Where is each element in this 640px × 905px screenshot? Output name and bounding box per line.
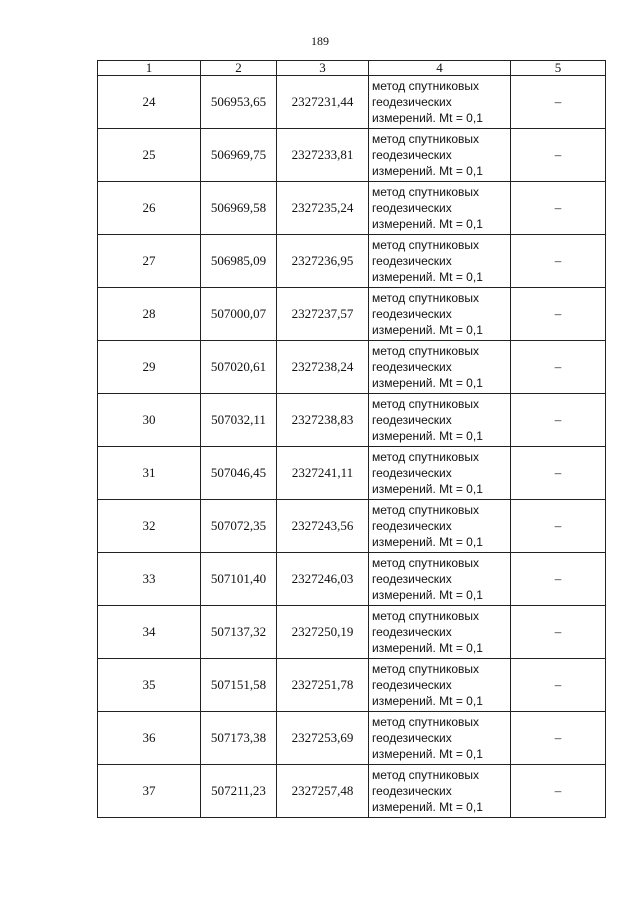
x-coordinate-cell: 506969,75 [201, 129, 277, 182]
header-col-4: 4 [369, 61, 511, 76]
y-coordinate-cell: 2327235,24 [277, 182, 369, 235]
note-cell: – [511, 765, 606, 818]
y-coordinate-cell: 2327250,19 [277, 606, 369, 659]
x-coordinate-cell: 507137,32 [201, 606, 277, 659]
table-row [98, 235, 606, 288]
table-row [98, 129, 606, 182]
note-cell: – [511, 712, 606, 765]
y-coordinate-cell: 2327231,44 [277, 76, 369, 129]
point-number-cell: 36 [98, 712, 201, 765]
x-coordinate-cell: 507000,07 [201, 288, 277, 341]
method-cell: метод спутниковых геодезических измерений. Mt = 0,1 [369, 129, 511, 182]
header-row [98, 61, 606, 76]
method-cell: метод спутниковых геодезических измерений. Mt = 0,1 [369, 500, 511, 553]
y-coordinate-cell: 2327238,83 [277, 394, 369, 447]
header-col-5: 5 [511, 61, 606, 76]
y-coordinate-cell: 2327241,11 [277, 447, 369, 500]
method-cell: метод спутниковых геодезических измерений. Mt = 0,1 [369, 712, 511, 765]
x-coordinate-cell: 507032,11 [201, 394, 277, 447]
note-cell: – [511, 606, 606, 659]
coordinates-table [97, 60, 606, 818]
table-row [98, 553, 606, 606]
table-header [98, 61, 606, 76]
method-cell: метод спутниковых геодезических измерений. Mt = 0,1 [369, 553, 511, 606]
table-row [98, 182, 606, 235]
header-col-2: 2 [201, 61, 277, 76]
x-coordinate-cell: 507151,58 [201, 659, 277, 712]
table-row [98, 447, 606, 500]
point-number-cell: 37 [98, 765, 201, 818]
point-number-cell: 25 [98, 129, 201, 182]
note-cell: – [511, 394, 606, 447]
y-coordinate-cell: 2327253,69 [277, 712, 369, 765]
point-number-cell: 28 [98, 288, 201, 341]
point-number-cell: 30 [98, 394, 201, 447]
method-cell: метод спутниковых геодезических измерений. Mt = 0,1 [369, 659, 511, 712]
table-row [98, 288, 606, 341]
point-number-cell: 24 [98, 76, 201, 129]
x-coordinate-cell: 507020,61 [201, 341, 277, 394]
point-number-cell: 33 [98, 553, 201, 606]
point-number-cell: 31 [98, 447, 201, 500]
method-cell: метод спутниковых геодезических измерений. Mt = 0,1 [369, 606, 511, 659]
y-coordinate-cell: 2327233,81 [277, 129, 369, 182]
header-col-3: 3 [277, 61, 369, 76]
point-number-cell: 26 [98, 182, 201, 235]
y-coordinate-cell: 2327237,57 [277, 288, 369, 341]
table-row [98, 765, 606, 818]
x-coordinate-cell: 507173,38 [201, 712, 277, 765]
method-cell: метод спутниковых геодезических измерений. Mt = 0,1 [369, 288, 511, 341]
method-cell: метод спутниковых геодезических измерений. Mt = 0,1 [369, 182, 511, 235]
x-coordinate-cell: 507211,23 [201, 765, 277, 818]
point-number-cell: 29 [98, 341, 201, 394]
page-number: 189 [311, 34, 329, 48]
method-cell: метод спутниковых геодезических измерений. Mt = 0,1 [369, 341, 511, 394]
y-coordinate-cell: 2327243,56 [277, 500, 369, 553]
note-cell: – [511, 500, 606, 553]
table-row [98, 712, 606, 765]
method-cell: метод спутниковых геодезических измерений. Mt = 0,1 [369, 765, 511, 818]
table-row [98, 394, 606, 447]
note-cell: – [511, 129, 606, 182]
method-cell: метод спутниковых геодезических измерений. Mt = 0,1 [369, 447, 511, 500]
y-coordinate-cell: 2327257,48 [277, 765, 369, 818]
x-coordinate-cell: 506969,58 [201, 182, 277, 235]
y-coordinate-cell: 2327236,95 [277, 235, 369, 288]
table-row [98, 659, 606, 712]
note-cell: – [511, 76, 606, 129]
table-row [98, 500, 606, 553]
note-cell: – [511, 288, 606, 341]
point-number-cell: 32 [98, 500, 201, 553]
x-coordinate-cell: 506953,65 [201, 76, 277, 129]
method-cell: метод спутниковых геодезических измерений. Mt = 0,1 [369, 394, 511, 447]
y-coordinate-cell: 2327251,78 [277, 659, 369, 712]
x-coordinate-cell: 507046,45 [201, 447, 277, 500]
table-row [98, 341, 606, 394]
method-cell: метод спутниковых геодезических измерений. Mt = 0,1 [369, 235, 511, 288]
note-cell: – [511, 182, 606, 235]
note-cell: – [511, 447, 606, 500]
x-coordinate-cell: 507072,35 [201, 500, 277, 553]
point-number-cell: 27 [98, 235, 201, 288]
y-coordinate-cell: 2327246,03 [277, 553, 369, 606]
point-number-cell: 35 [98, 659, 201, 712]
table-body [98, 76, 606, 818]
note-cell: – [511, 235, 606, 288]
header-col-1: 1 [98, 61, 201, 76]
x-coordinate-cell: 507101,40 [201, 553, 277, 606]
method-cell: метод спутниковых геодезических измерений. Mt = 0,1 [369, 76, 511, 129]
point-number-cell: 34 [98, 606, 201, 659]
y-coordinate-cell: 2327238,24 [277, 341, 369, 394]
note-cell: – [511, 553, 606, 606]
table-row [98, 76, 606, 129]
table-row [98, 606, 606, 659]
note-cell: – [511, 659, 606, 712]
note-cell: – [511, 341, 606, 394]
x-coordinate-cell: 506985,09 [201, 235, 277, 288]
